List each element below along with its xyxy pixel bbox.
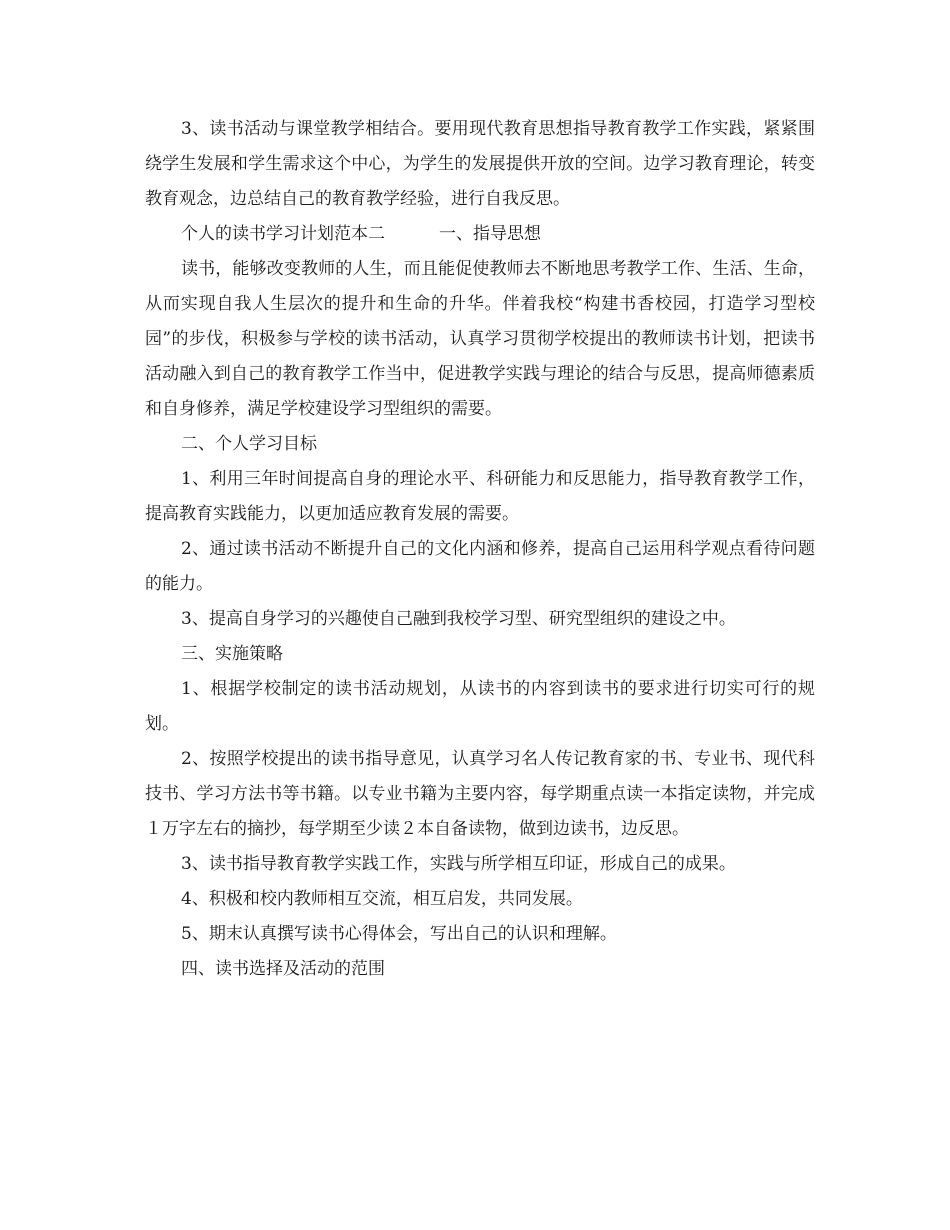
paragraph-guiding-thought: 读书，能够改变教师的人生，而且能促使教师去不断地思考教学工作、生活、生命，从而实现自我人生层次的提升和生命的升华。伴着我校“构建书香校园，打造学习型校园”的步伐，积极参与学校的读书活动，认真学习贯彻学校提出的教师读书计划，把读书活动融入到自己的教育教学工作当中，促进教学实践与理论的结合与反思，提高师德素质和自身修养，满足学校建设学习型组织的需要。 <box>145 259 815 419</box>
paragraph-activity-combine: 3、读书活动与课堂教学相结合。要用现代教育思想指导教育教学工作实践，紧紧围绕学生发展和学生需求这个中心，为学生的发展提供开放的空间。边学习教育理论，转变教育观念，边总结自己的教育教学经验，进行自我反思。 <box>145 119 815 209</box>
heading-guiding-thought: 一、指导思想 <box>439 224 541 244</box>
heading-strategies: 三、实施策略 <box>181 644 283 664</box>
goal-item-3: 3、提高自身学习的兴趣使自己融到我校学习型、研究型组织的建设之中。 <box>181 609 736 629</box>
section-title-line <box>145 217 815 252</box>
heading-personal-goals: 二、个人学习目标 <box>181 434 317 454</box>
strategy-item-1: 1、根据学校制定的读书活动规划，从读书的内容到读书的要求进行切实可行的规划。 <box>145 679 815 734</box>
document-body <box>145 112 815 987</box>
strategy-item-4: 4、积极和校内教师相互交流，相互启发，共同发展。 <box>181 889 583 909</box>
strategy-item-5: 5、期末认真撰写读书心得体会，写出自己的认识和理解。 <box>181 924 617 944</box>
heading-reading-scope: 四、读书选择及活动的范围 <box>181 959 385 979</box>
goal-item-1: 1、利用三年时间提高自身的理论水平、科研能力和反思能力，指导教育教学工作，提高教育实践能力，以更加适应教育发展的需要。 <box>145 469 815 524</box>
strategy-item-3: 3、读书指导教育教学实践工作，实践与所学相互印证，形成自己的成果。 <box>181 854 736 874</box>
strategy-item-2: 2、按照学校提出的读书指导意见，认真学习名人传记教育家的书、专业书、现代科技书、学习方法书等书籍。以专业书籍为主要内容，每学期重点读一本指定读物，并完成１万字左右的摘抄，每学期至少读２本自备读物，做到边读书，边反思。 <box>145 749 815 839</box>
plan-sample-title: 个人的读书学习计划范本二 <box>181 224 385 244</box>
goal-item-2: 2、通过读书活动不断提升自己的文化内涵和修养，提高自己运用科学观点看待问题的能力。 <box>145 539 815 594</box>
